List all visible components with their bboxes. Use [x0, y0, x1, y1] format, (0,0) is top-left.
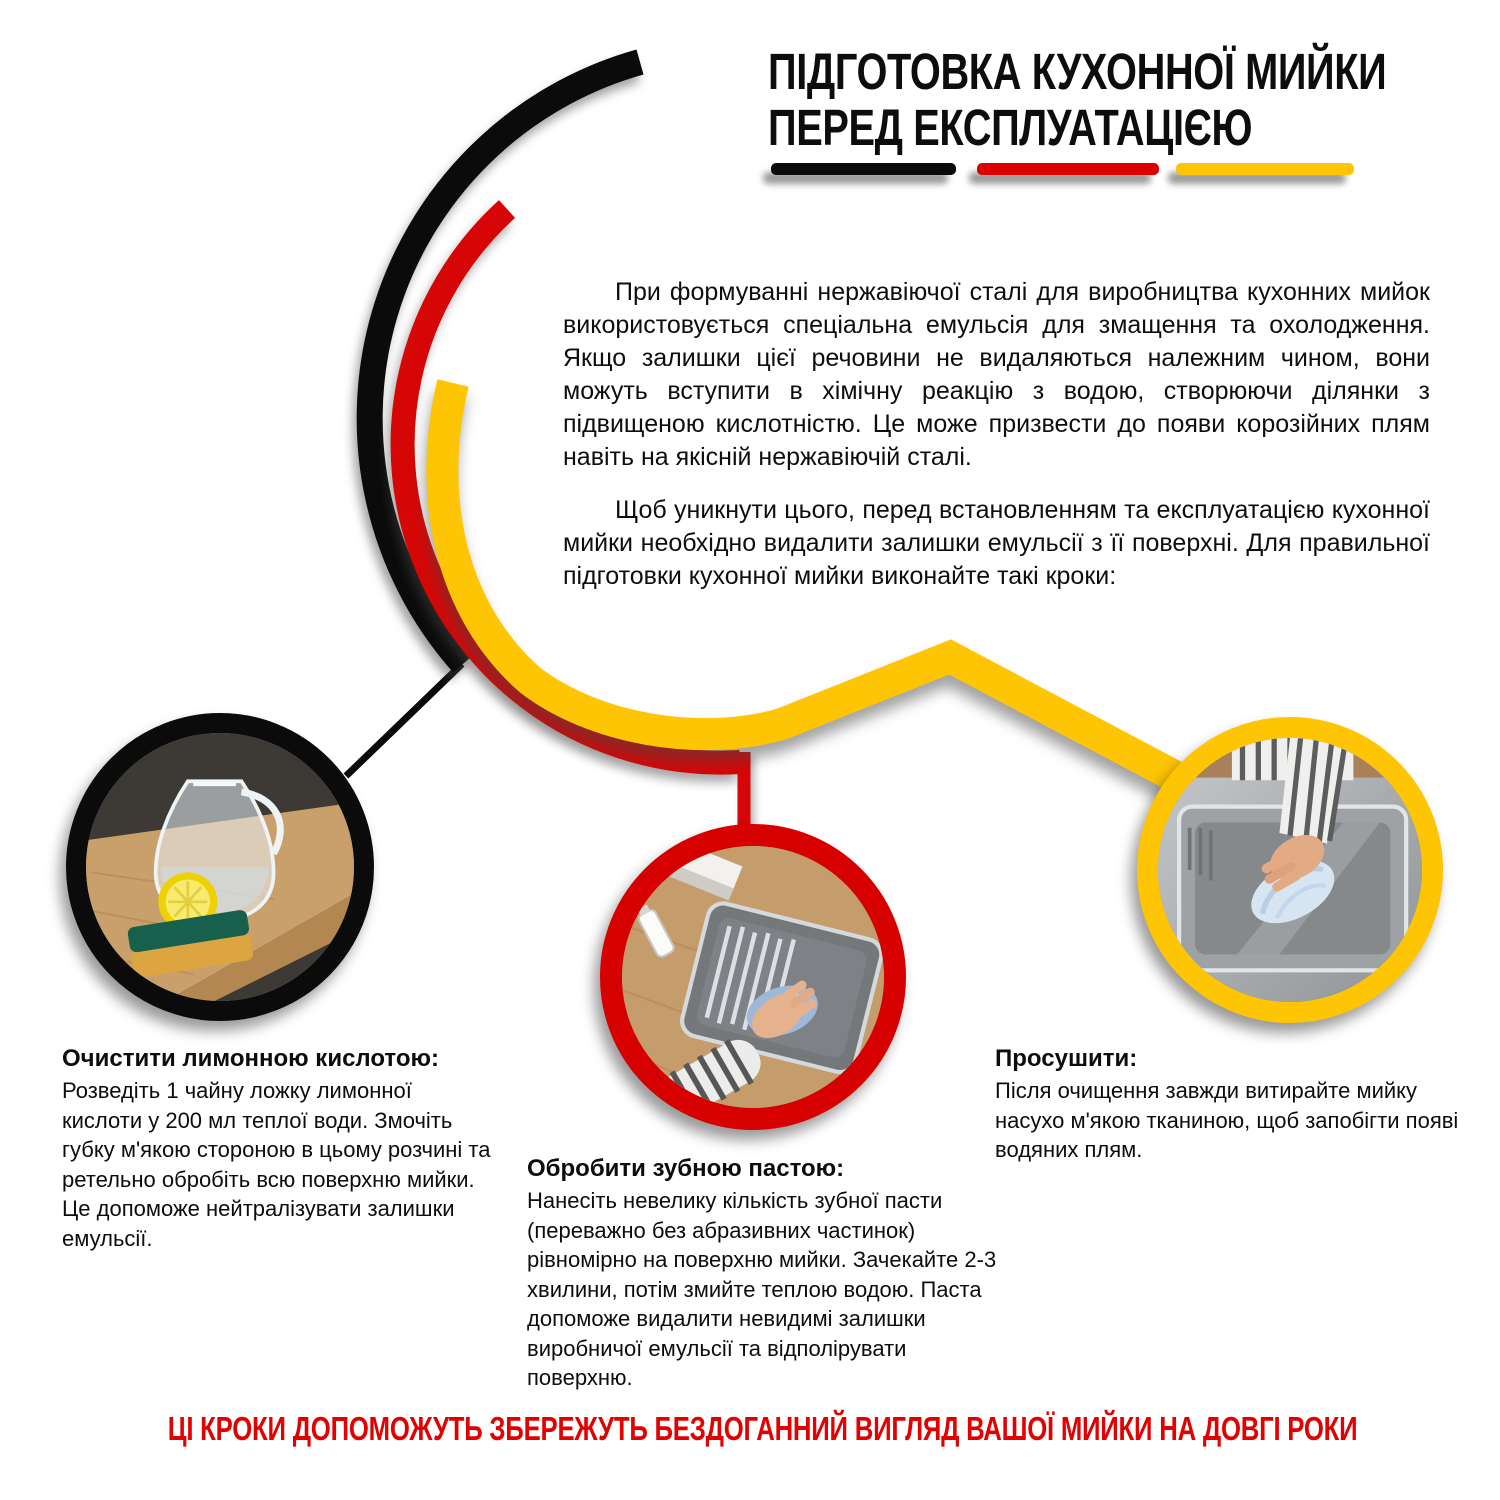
page-title-line2: ПЕРЕД ЕКСПЛУАТАЦІЄЮ — [768, 99, 1253, 156]
footer-text: ЦІ КРОКИ ДОПОМОЖУТЬ ЗБЕРЕЖУТЬ БЕЗДОГАННИЙ ВИГЛЯД ВАШОЇ МИЙКИ НА ДОВГІ РОКИ — [167, 1410, 1358, 1447]
photo-lemon-pitcher-sponge — [66, 713, 374, 1021]
accent-bar-yellow — [1176, 163, 1354, 175]
footer-banner — [0, 1410, 1500, 1448]
step-toothpaste-body: Нанесіть невелику кількість зубної пасти (переважно без абразивних частинок) рівномірно на поверхню мийки. Зачекайте 2-3 хвилини, потім змийте теплою водою. Паста допоможе видалити невидимі залишки виробничої емульсії та відполірувати поверхню. — [527, 1188, 997, 1390]
step-lemon-acid-heading: Очистити лимонною кислотою: — [62, 1045, 439, 1072]
black-connector-line — [346, 664, 462, 776]
step-lemon-acid-body: Розведіть 1 чайну ложку лимонної кислоти у 200 мл теплої води. Змочіть губку м'якою стороною в цьому розчині та ретельно обробіть всю поверхню мийки. Це допоможе нейтралізувати залишки емульсії. — [62, 1078, 491, 1251]
intro-paragraph-1: При формуванні нержавіючої сталі для виробництва кухонних мийок використовується спеціальна емульсія для змащення та охолодження. Якщо залишки цієї речовини не видаляються належним чином, вони можуть вступити в хімічну реакцію з водою, створюючи ділянки з підвищеною кислотністю. Це може призвести до появи корозійних плям навіть на якісній нержавіючій сталі. — [563, 278, 1430, 471]
step-toothpaste-heading: Обробити зубною пастою: — [527, 1155, 845, 1182]
page-title-line1: ПІДГОТОВКА КУХОННОЇ МИЙКИ — [768, 43, 1387, 100]
page-title — [768, 44, 1408, 156]
drying-scene — [1158, 738, 1422, 1002]
toothpaste-scene — [622, 846, 884, 1108]
step-dry-body: Після очищення завжди витирайте мийку насухо м'якою тканиною, щоб запобігти появі водяних плям. — [995, 1078, 1459, 1162]
step-dry — [995, 1044, 1467, 1165]
step-dry-heading: Просушити: — [995, 1045, 1138, 1072]
lemon-pitcher-scene — [86, 733, 354, 1001]
accent-bar-black — [771, 163, 956, 175]
photo-toothpaste-sink — [600, 824, 906, 1130]
accent-bar-red — [977, 163, 1159, 175]
photo-drying-sink — [1137, 717, 1443, 1023]
step-lemon-acid — [62, 1044, 492, 1253]
step-toothpaste — [527, 1154, 997, 1393]
lemon-segments — [168, 881, 207, 922]
intro-paragraph-2: Щоб уникнути цього, перед встановленням та експлуатацією кухонної мийки необхідно видалити залишки емульсії з її поверхні. Для правильної підготовки кухонної мийки виконайте такі кроки: — [563, 496, 1430, 590]
